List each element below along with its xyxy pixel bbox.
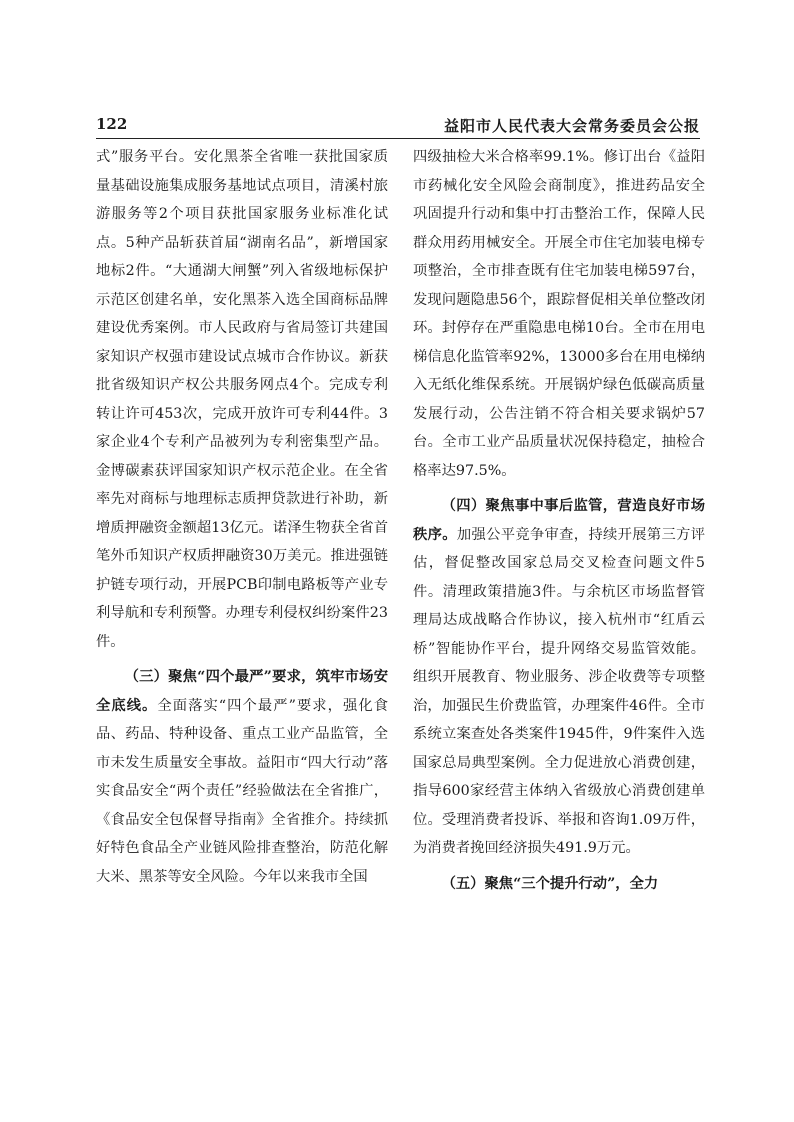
page-number: 122 <box>96 115 128 133</box>
paragraph-body: 加强公平竞争审查，持续开展第三方评估，督促整改国家总局交叉检查问题文件5件。清理政策措施3件。与余杭区市场监督管理局达成战略合作协议，接入杭州市“红盾云桥”智能协作平台，提升网络交易监管效能。组织开展教育、物业服务、涉企收费等专项整治，加强民生价费监管，办理案件46件。全市系统立案查处各类案件1945件，9件案件入选国家总局典型案例。全力促进放心消费创建，指导600家经营主体纳入省级放心消费创建单位。受理消费者投诉、举报和咨询1.09万件，为消费者挽回经济损失491.9万元。 <box>413 526 706 856</box>
paragraph-body: 全面落实“四个最严”要求，强化食品、药品、特种设备、重点工业产品监管，全市未发生质量安全事故。益阳市“四大行动”落实食品安全“两个责任”经验做法在全省推广，《食品安全包保督导指南》全省推介。持续抓好特色食品全产业链风险排查整治，防范化解大米、黑茶等安全风险。今年以来我市全国 <box>96 697 388 885</box>
left-column <box>96 143 388 898</box>
paragraph <box>413 870 705 899</box>
paragraph <box>96 663 388 891</box>
section-heading: （四）聚焦事中事后监管，营造良好市场秩序。 <box>413 498 705 543</box>
right-column <box>413 143 705 905</box>
paragraph: 式”服务平台。安化黑茶全省唯一获批国家质量基础设施集成服务基地试点项目，清溪村旅游服务等2个项目获批国家服务业标准化试点。5种产品斩获首届“湖南名品”，新增国家地标2件。“大通湖大闸蟹”列入省级地标保护示范区创建名单，安化黑茶入选全国商标品牌建设优秀案例。市人民政府与省局签订共建国家知识产权强市建设试点城市合作协议。新获批省级知识产权公共服务网点4个。完成专利转让许可453次，完成开放许可专利44件。3家企业4个专利产品被列为专利密集型产品。金博碳素获评国家知识产权示范企业。在全省率先对商标与地理标志质押贷款进行补助，新增质押融资金额超13亿元。诺泽生物获全省首笔外币知识产权质押融资30万美元。推进强链护链专项行动，开展PCB印制电路板等产业专利导航和专利预警。办理专利侵权纠纷案件23件。 <box>96 149 388 650</box>
paragraph <box>413 492 705 863</box>
journal-title: 益阳市人民代表大会常务委员会公报 <box>443 117 700 135</box>
header-rule <box>96 138 700 139</box>
section-heading: （三）聚焦“四个最严”要求，筑牢市场安全底线。 <box>96 669 388 714</box>
page-header <box>96 113 700 137</box>
paragraph: 四级抽检大米合格率99.1%。修订出台《益阳市药械化安全风险会商制度》，推进药品安全巩固提升行动和集中打击整治工作，保障人民群众用药用械安全。开展全市住宅加装电梯专项整治，全市排查既有住宅加装电梯597台，发现问题隐患56个，跟踪督促相关单位整改闭环。封停存在严重隐患电梯10台。全市在用电梯信息化监管率92%，13000多台在用电梯纳入无纸化维保系统。开展锅炉绿色低碳高质量发展行动，公告注销不符合相关要求锅炉57台。全市工业产品质量状况保持稳定，抽检合格率达97.5%。 <box>413 149 705 479</box>
section-heading: （五）聚焦“三个提升行动”，全力 <box>441 875 659 892</box>
